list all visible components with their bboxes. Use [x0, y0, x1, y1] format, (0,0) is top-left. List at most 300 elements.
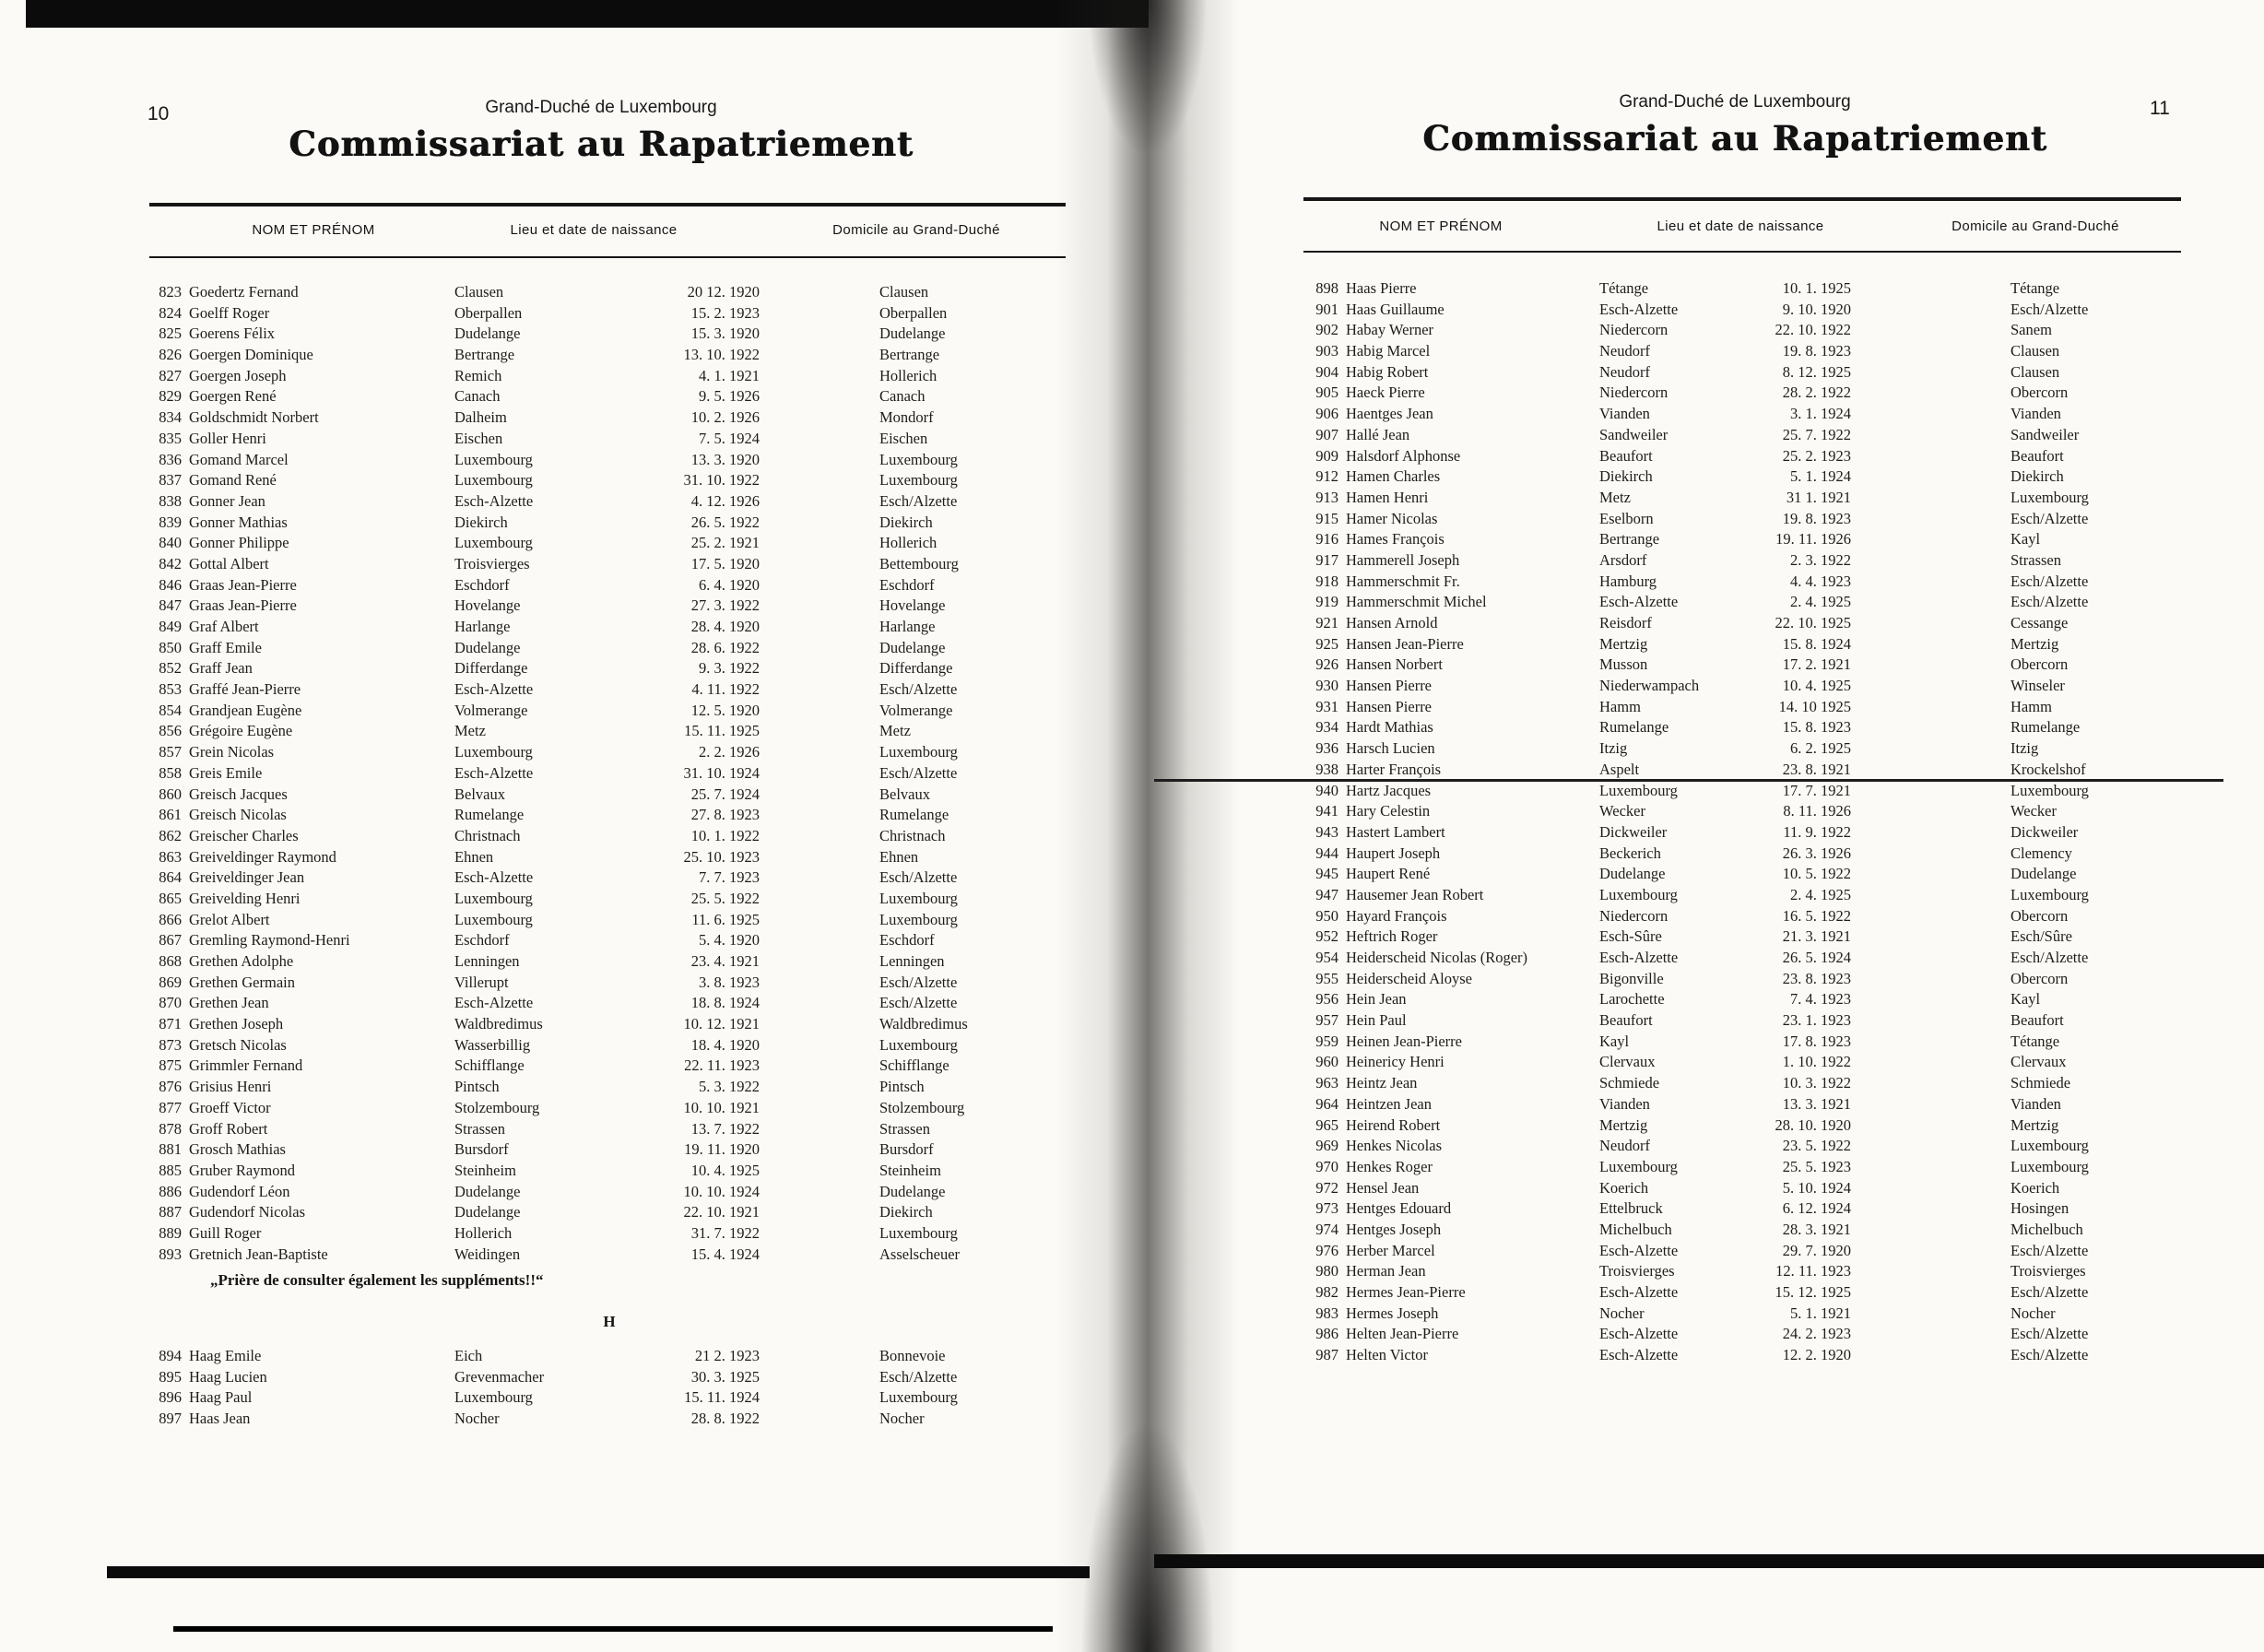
cell-date: 28. 2. 1922 [1782, 384, 1851, 402]
cell-no: 930 [1315, 677, 1338, 695]
cell-date: 3. 8. 1923 [699, 973, 760, 991]
cell-date: 22. 10. 1922 [1775, 321, 1851, 339]
table-row [1309, 634, 2194, 655]
page-title-left: Commissariat au Rapatriement [289, 124, 914, 164]
cell-no: 960 [1315, 1053, 1338, 1071]
cell-domicile: Esch/Alzette [879, 491, 958, 510]
cell-place: Koerich [1599, 1178, 1649, 1197]
cell-date: 31 1. 1921 [1786, 488, 1851, 506]
cell-domicile: Mertzig [2010, 1115, 2059, 1134]
cell-name: Hamen Charles [1346, 467, 1441, 486]
cell-no: 875 [159, 1056, 182, 1075]
table-row [1309, 822, 2194, 844]
table-row [1309, 572, 2194, 593]
cell-domicile: Obercorn [2010, 384, 2069, 402]
cell-place: Pintsch [454, 1078, 500, 1096]
page-number-right: 11 [2150, 98, 2170, 119]
table-row [152, 1202, 1067, 1223]
cell-no: 870 [159, 994, 182, 1012]
cell-domicile: Diekirch [879, 1203, 933, 1221]
cell-date: 25. 7. 1924 [690, 785, 760, 803]
cell-name: Gudendorf Nicolas [189, 1203, 306, 1221]
cell-no: 982 [1315, 1283, 1338, 1301]
cell-place: Dudelange [454, 1203, 521, 1221]
table-row [1309, 948, 2194, 969]
scan-artifact-bottom-line [173, 1626, 1053, 1632]
cell-name: Hein Paul [1346, 1011, 1407, 1030]
cell-date: 13. 7. 1922 [690, 1119, 760, 1138]
cell-place: Beckerich [1599, 844, 1661, 862]
cell-no: 853 [159, 680, 182, 699]
cell-date: 22. 10. 1921 [683, 1203, 760, 1221]
cell-name: Hentges Edouard [1346, 1199, 1452, 1218]
page-header-right: Grand-Duché de Luxembourg [1619, 92, 1851, 112]
table-row [152, 324, 1067, 345]
cell-place: Luxembourg [454, 471, 533, 490]
cell-domicile: Canach [879, 387, 926, 406]
page-title-right: Commissariat au Rapatriement [1422, 118, 2047, 159]
page-number-left: 10 [147, 103, 170, 124]
cell-place: Neudorf [1599, 342, 1650, 360]
cell-name: Henkes Nicolas [1346, 1137, 1443, 1155]
cell-no: 881 [159, 1140, 182, 1159]
cell-name: Heintz Jean [1346, 1074, 1418, 1092]
table-row [152, 513, 1067, 534]
cell-date: 5. 3. 1922 [699, 1078, 760, 1096]
cell-domicile: Asselscheuer [879, 1245, 961, 1263]
table-row [152, 429, 1067, 450]
cell-name: Harsch Lucien [1346, 739, 1435, 758]
cell-name: Helten Victor [1346, 1346, 1428, 1364]
cell-place: Michelbuch [1599, 1220, 1672, 1238]
cell-domicile: Eschdorf [879, 931, 935, 950]
cell-no: 867 [159, 931, 182, 950]
cell-date: 5. 10. 1924 [1782, 1178, 1851, 1197]
cell-date: 29. 7. 1920 [1782, 1241, 1851, 1259]
cell-name: Hammerschmit Fr. [1346, 572, 1460, 590]
cell-date: 5. 1. 1921 [1790, 1304, 1851, 1322]
table-row [152, 847, 1067, 868]
cell-date: 25. 2. 1923 [1782, 446, 1851, 465]
cell-no: 876 [159, 1078, 182, 1096]
table-row [1309, 801, 2194, 822]
book-gutter-shadow [1055, 0, 1240, 1652]
table-row [152, 491, 1067, 513]
cell-no: 957 [1315, 1011, 1338, 1030]
cell-no: 956 [1315, 990, 1338, 1009]
cell-place: Grevenmacher [454, 1367, 545, 1386]
cell-date: 13. 10. 1922 [683, 346, 760, 364]
cell-domicile: Vianden [2010, 405, 2061, 423]
cell-no: 907 [1315, 425, 1338, 443]
cell-domicile: Diekirch [879, 513, 933, 531]
cell-no: 895 [159, 1367, 182, 1386]
cell-no: 837 [159, 471, 182, 490]
table-row [1309, 404, 2194, 425]
cell-name: Graas Jean-Pierre [189, 596, 297, 615]
cell-name: Grethen Joseph [189, 1015, 284, 1033]
cell-name: Haag Lucien [189, 1367, 267, 1386]
cell-name: Greiveldinger Jean [189, 868, 305, 887]
cell-place: Dalheim [454, 408, 507, 427]
cell-domicile: Esch/Alzette [879, 868, 958, 887]
cell-place: Tétange [1599, 279, 1649, 297]
cell-name: Graff Jean [189, 659, 253, 678]
cell-place: Rumelange [1599, 718, 1669, 737]
cell-no: 878 [159, 1119, 182, 1138]
table-row [152, 533, 1067, 554]
cell-place: Canach [454, 387, 501, 406]
table-row [152, 973, 1067, 994]
table-row [152, 742, 1067, 763]
cell-date: 28. 8. 1922 [690, 1410, 760, 1428]
cell-no: 941 [1315, 802, 1338, 820]
cell-name: Hansen Pierre [1346, 677, 1433, 695]
cell-domicile: Diekirch [2010, 467, 2064, 486]
cell-no: 866 [159, 910, 182, 928]
cell-no: 869 [159, 973, 182, 991]
cell-no: 943 [1315, 822, 1338, 841]
cell-date: 15. 8. 1924 [1782, 634, 1851, 653]
cell-date: 16. 5. 1922 [1782, 906, 1851, 925]
cell-domicile: Krockelshof [2010, 760, 2086, 778]
cell-domicile: Esch/Sûre [2010, 927, 2072, 946]
cell-place: Vianden [1599, 1094, 1650, 1113]
column-header-domicile-right: Domicile au Grand-Duché [1952, 218, 2119, 234]
cell-date: 10. 10. 1924 [683, 1182, 760, 1200]
cell-domicile: Esch/Alzette [2010, 949, 2089, 966]
cell-name: Heintzen Jean [1346, 1094, 1432, 1113]
cell-no: 934 [1315, 718, 1338, 737]
cell-name: Greisch Nicolas [189, 806, 287, 824]
cell-no: 857 [159, 743, 182, 761]
cell-no: 885 [159, 1161, 182, 1179]
cell-place: Esch-Alzette [1599, 1325, 1679, 1343]
cell-date: 1. 10. 1922 [1782, 1053, 1851, 1071]
cell-name: Gomand Marcel [189, 450, 289, 468]
cell-name: Hein Jean [1346, 990, 1407, 1009]
cell-name: Grethen Adolphe [189, 952, 294, 970]
table-row [1309, 1032, 2194, 1053]
book-gutter-shadow-top [1088, 0, 1208, 157]
cell-date: 10. 10. 1921 [683, 1098, 760, 1116]
cell-place: Strassen [454, 1119, 505, 1138]
cell-place: Nocher [454, 1410, 500, 1428]
table-row [152, 1077, 1067, 1098]
cell-no: 918 [1315, 572, 1338, 590]
cell-domicile: Obercorn [2010, 906, 2069, 925]
table-row [152, 1245, 1067, 1266]
cell-date: 8. 11. 1926 [1783, 802, 1851, 820]
cell-domicile: Dudelange [2010, 865, 2077, 883]
cell-name: Grosch Mathias [189, 1140, 286, 1159]
cell-date: 31. 10. 1922 [683, 471, 760, 490]
cell-place: Eschdorf [454, 931, 510, 950]
cell-no: 827 [159, 366, 182, 384]
cell-domicile: Steinheim [879, 1161, 941, 1179]
cell-place: Diekirch [1599, 467, 1653, 486]
cell-name: Grelot Albert [189, 910, 270, 928]
cell-date: 24. 2. 1923 [1782, 1325, 1851, 1343]
cell-date: 12. 2. 1920 [1782, 1346, 1851, 1364]
cell-name: Greisch Jacques [189, 785, 288, 803]
table-row [1309, 425, 2194, 446]
cell-place: Esch-Alzette [454, 994, 534, 1012]
header-rule-right-top [1303, 197, 2181, 201]
cell-no: 916 [1315, 530, 1338, 549]
cell-domicile: Obercorn [2010, 655, 2069, 674]
cell-domicile: Michelbuch [2010, 1220, 2083, 1238]
cell-name: Haag Emile [189, 1347, 262, 1364]
cell-no: 873 [159, 1035, 182, 1054]
cell-date: 30. 3. 1925 [690, 1367, 760, 1386]
cell-no: 919 [1315, 593, 1338, 611]
cell-name: Greischer Charles [189, 826, 299, 844]
cell-name: Gonner Mathias [189, 513, 288, 531]
cell-place: Luxembourg [1599, 781, 1678, 799]
cell-date: 13. 3. 1920 [690, 450, 760, 468]
table-row [1309, 1010, 2194, 1032]
table-row [1309, 1304, 2194, 1325]
cell-domicile: Belvaux [879, 785, 930, 803]
cell-date: 26. 3. 1926 [1782, 844, 1851, 862]
cell-name: Heiderscheid Nicolas (Roger) [1346, 949, 1528, 966]
cell-name: Goller Henri [189, 429, 266, 447]
cell-domicile: Esch/Alzette [2010, 1325, 2089, 1343]
cell-place: Steinheim [454, 1161, 516, 1179]
cell-no: 974 [1315, 1220, 1338, 1238]
cell-place: Luxembourg [1599, 885, 1678, 903]
table-row [152, 1014, 1067, 1035]
table-row [1309, 466, 2194, 488]
table-row [1309, 1136, 2194, 1157]
cell-no: 964 [1315, 1094, 1338, 1113]
cell-no: 959 [1315, 1032, 1338, 1050]
cell-no: 897 [159, 1410, 182, 1428]
header-rule-right-bottom [1303, 251, 2181, 253]
cell-domicile: Mondorf [879, 408, 934, 427]
cell-name: Hansen Norbert [1346, 655, 1443, 674]
register-table-left [152, 282, 1067, 1265]
cell-place: Schifflange [454, 1056, 525, 1075]
cell-no: 909 [1315, 446, 1338, 465]
cell-place: Volmerange [454, 701, 528, 719]
cell-no: 871 [159, 1015, 182, 1033]
cell-no: 936 [1315, 739, 1338, 758]
cell-no: 926 [1315, 655, 1338, 674]
page-header-left: Grand-Duché de Luxembourg [485, 98, 717, 117]
table-row [152, 1161, 1067, 1182]
cell-place: Stolzembourg [454, 1098, 540, 1116]
cell-name: Hardt Mathias [1346, 718, 1433, 737]
cell-domicile: Clemency [2010, 844, 2072, 862]
cell-name: Greivelding Henri [189, 889, 301, 907]
cell-no: 945 [1315, 865, 1338, 883]
table-row [1309, 844, 2194, 865]
cell-date: 2. 4. 1925 [1790, 593, 1851, 611]
cell-no: 952 [1315, 927, 1338, 946]
cell-no: 902 [1315, 321, 1338, 339]
cell-date: 9. 5. 1926 [699, 387, 760, 406]
cell-place: Niedercorn [1599, 384, 1669, 402]
cell-date: 15. 8. 1923 [1782, 718, 1851, 737]
cell-date: 19. 11. 1926 [1775, 530, 1851, 549]
cell-name: Haupert René [1346, 865, 1431, 883]
cell-domicile: Kayl [2010, 990, 2041, 1009]
cell-name: Grethen Jean [189, 994, 269, 1012]
cell-date: 10. 4. 1925 [690, 1161, 760, 1179]
cell-date: 17. 2. 1921 [1782, 655, 1851, 674]
cell-date: 4. 4. 1923 [1790, 572, 1851, 590]
cell-domicile: Kayl [2010, 530, 2041, 549]
cell-name: Heftrich Roger [1346, 927, 1438, 946]
cell-date: 17. 8. 1923 [1782, 1032, 1851, 1050]
cell-name: Goldschmidt Norbert [189, 408, 319, 427]
cell-no: 921 [1315, 614, 1338, 631]
cell-no: 842 [159, 554, 182, 572]
cell-domicile: Bettembourg [879, 554, 959, 572]
cell-place: Villerupt [454, 973, 509, 991]
cell-name: Hallé Jean [1346, 425, 1410, 443]
cell-domicile: Stolzembourg [879, 1098, 965, 1116]
table-row [152, 617, 1067, 638]
cell-place: Aspelt [1599, 760, 1640, 778]
table-row [152, 1346, 1067, 1367]
cell-no: 893 [159, 1245, 182, 1263]
cell-no: 860 [159, 785, 182, 803]
scan-artifact-bottom-bar-left [107, 1566, 1090, 1578]
cell-name: Hensel Jean [1346, 1178, 1420, 1197]
cell-place: Esch-Alzette [1599, 949, 1679, 966]
cell-name: Gudendorf Léon [189, 1182, 290, 1200]
table-row [1309, 320, 2194, 341]
cell-date: 22. 11. 1923 [684, 1056, 760, 1075]
cell-date: 26. 5. 1922 [690, 513, 760, 531]
separator-rule-after-938 [1154, 779, 2223, 782]
cell-date: 19. 8. 1923 [1782, 342, 1851, 360]
cell-no: 854 [159, 701, 182, 719]
cell-name: Grimmler Fernand [189, 1056, 303, 1075]
cell-name: Hary Celestin [1346, 802, 1431, 820]
cell-no: 925 [1315, 634, 1338, 653]
cell-place: Wasserbillig [454, 1035, 531, 1054]
cell-name: Grandjean Eugène [189, 701, 302, 719]
cell-name: Hentges Joseph [1346, 1220, 1442, 1238]
cell-no: 963 [1315, 1074, 1338, 1092]
cell-place: Larochette [1599, 990, 1665, 1009]
cell-date: 15. 2. 1923 [690, 303, 760, 322]
cell-no: 904 [1315, 362, 1338, 381]
cell-date: 28. 10. 1920 [1775, 1115, 1851, 1134]
cell-place: Troisvierges [1599, 1262, 1675, 1280]
cell-place: Ehnen [454, 847, 494, 866]
cell-name: Haas Jean [189, 1410, 251, 1428]
cell-place: Christnach [454, 826, 521, 844]
table-row [1309, 1178, 2194, 1199]
table-row [1309, 1198, 2194, 1220]
cell-date: 19. 11. 1920 [684, 1140, 760, 1159]
cell-place: Belvaux [454, 785, 505, 803]
cell-domicile: Esch/Alzette [2010, 1346, 2089, 1364]
cell-date: 28. 6. 1922 [690, 638, 760, 656]
cell-place: Metz [1599, 488, 1631, 506]
cell-no: 889 [159, 1223, 182, 1242]
cell-domicile: Dickweiler [2010, 822, 2079, 841]
table-row [152, 1056, 1067, 1077]
cell-domicile: Luxembourg [2010, 781, 2089, 799]
table-row [152, 345, 1067, 366]
cell-no: 965 [1315, 1115, 1338, 1134]
cell-no: 868 [159, 952, 182, 970]
table-row [152, 450, 1067, 471]
cell-name: Haag Paul [189, 1388, 253, 1407]
cell-date: 10. 1. 1925 [1782, 279, 1851, 297]
cell-date: 5. 1. 1924 [1790, 467, 1851, 486]
cell-name: Heinen Jean-Pierre [1346, 1032, 1462, 1050]
table-row [1309, 278, 2194, 300]
cell-no: 824 [159, 303, 182, 322]
cell-date: 2. 3. 1922 [1790, 550, 1851, 569]
cell-no: 986 [1315, 1325, 1338, 1343]
cell-place: Itzig [1599, 739, 1628, 758]
cell-place: Dudelange [454, 1182, 521, 1200]
cell-date: 3. 1. 1924 [1790, 405, 1851, 423]
cell-no: 917 [1315, 550, 1338, 569]
cell-date: 6. 12. 1924 [1782, 1199, 1851, 1218]
cell-domicile: Volmerange [879, 701, 953, 719]
table-row [1309, 1115, 2194, 1137]
cell-place: Mertzig [1599, 1115, 1648, 1134]
cell-place: Wecker [1599, 802, 1645, 820]
cell-name: Hermes Joseph [1346, 1304, 1439, 1322]
cell-domicile: Luxembourg [879, 1035, 958, 1054]
cell-place: Luxembourg [454, 450, 533, 468]
cell-place: Dudelange [1599, 865, 1666, 883]
cell-name: Greiveldinger Raymond [189, 847, 336, 866]
cell-place: Sandweiler [1599, 425, 1669, 443]
cell-date: 23. 1. 1923 [1782, 1011, 1851, 1030]
cell-place: Nocher [1599, 1304, 1645, 1322]
cell-place: Musson [1599, 655, 1648, 674]
cell-place: Oberpallen [454, 303, 523, 322]
table-row [152, 554, 1067, 575]
cell-place: Harlange [454, 618, 511, 635]
cell-no: 849 [159, 618, 182, 635]
cell-place: Eselborn [1599, 509, 1654, 527]
cell-name: Gottal Albert [189, 554, 269, 572]
cell-domicile: Esch/Alzette [879, 1367, 958, 1386]
cell-place: Niederwampach [1599, 677, 1700, 695]
table-row [152, 785, 1067, 806]
cell-place: Hamm [1599, 697, 1641, 715]
cell-domicile: Harlange [879, 618, 936, 635]
cell-name: Graf Albert [189, 618, 259, 635]
cell-domicile: Tétange [2010, 279, 2060, 297]
cell-date: 18. 4. 1920 [690, 1035, 760, 1054]
cell-name: Grisius Henri [189, 1078, 272, 1096]
cell-no: 847 [159, 596, 182, 615]
cell-name: Grein Nicolas [189, 743, 275, 761]
cell-domicile: Itzig [2010, 739, 2039, 758]
cell-name: Habay Werner [1346, 321, 1434, 339]
cell-no: 864 [159, 868, 182, 887]
cell-place: Mertzig [1599, 634, 1648, 653]
table-row [1309, 509, 2194, 530]
cell-domicile: Esch/Alzette [879, 994, 958, 1012]
table-row [152, 575, 1067, 596]
section-letter-h: H [603, 1313, 616, 1330]
cell-no: 913 [1315, 488, 1338, 506]
